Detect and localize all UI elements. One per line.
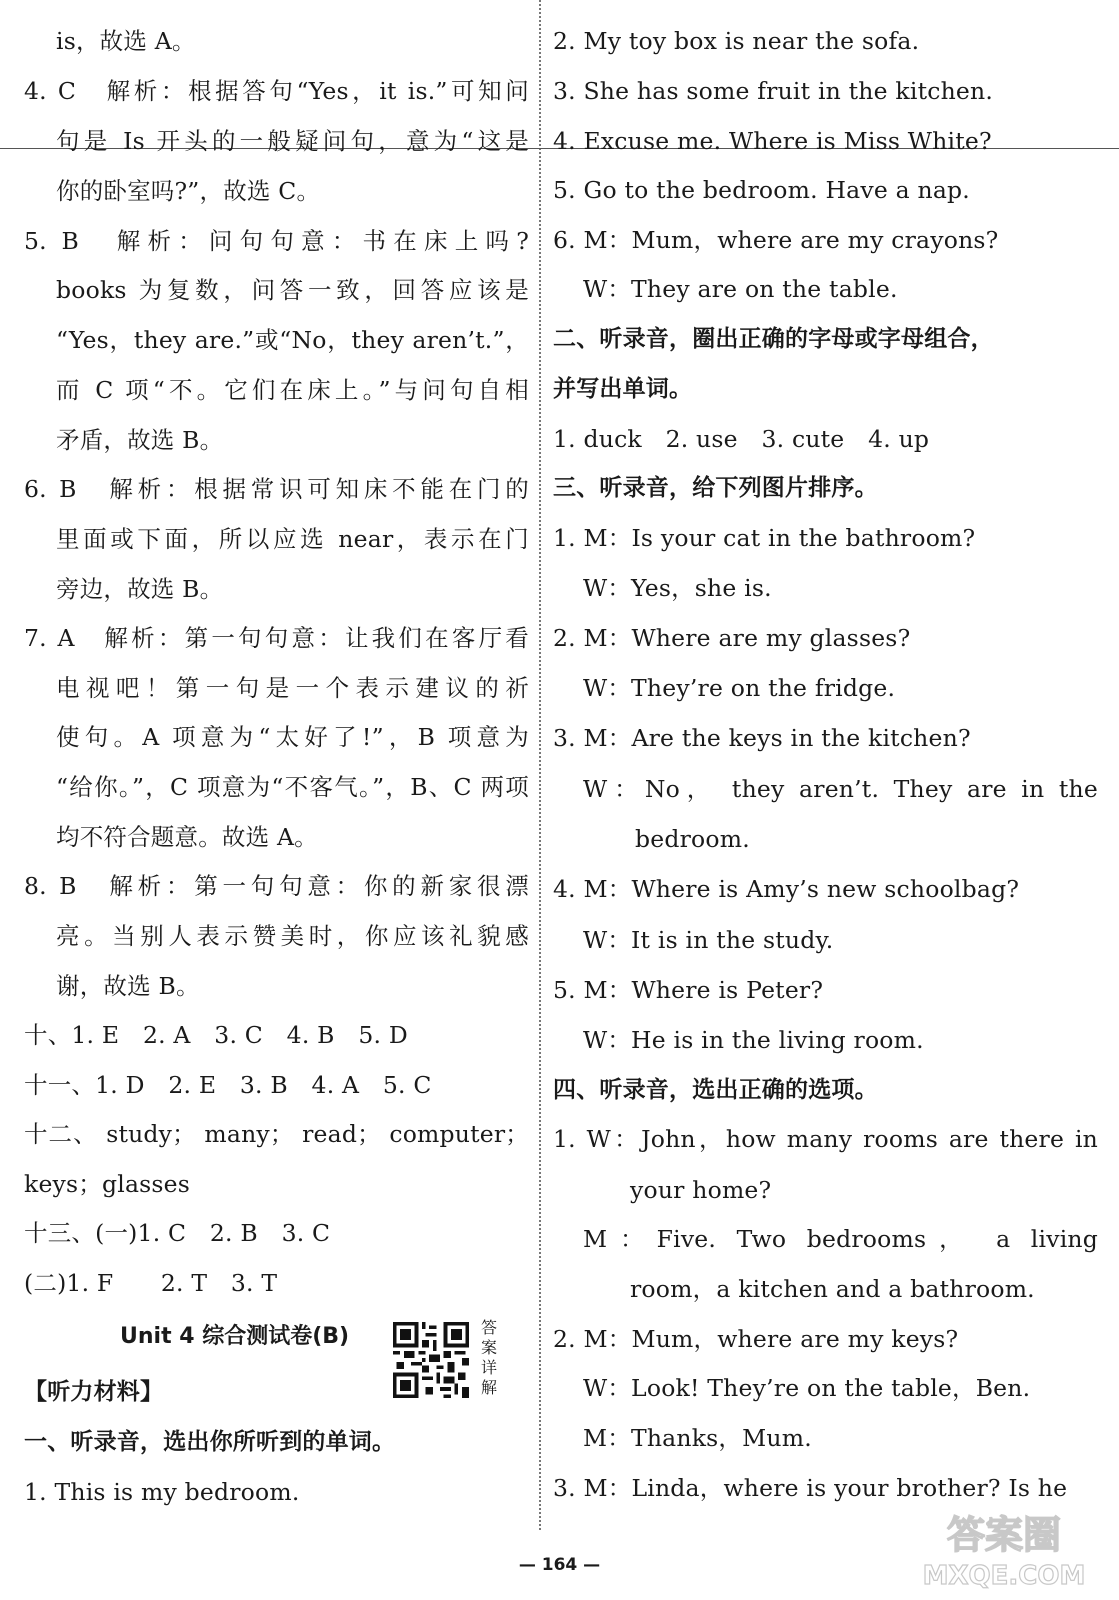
text-line: 使句。A 项意为“太好了!”，B 项意为 (56, 723, 529, 751)
section-heading: 二、听录音，圈出正确的字母或字母组合， (553, 326, 994, 352)
section-heading: 四、听录音，选出正确的选项。 (553, 1077, 878, 1103)
text-line: (二)1. F 2. T 3. T (24, 1269, 278, 1297)
text-line: 2. M：Mum，where are my keys? (553, 1325, 959, 1353)
text-line: 5. Go to the bedroom. Have a nap. (553, 176, 970, 204)
text-line: 5. M：Where is Peter? (553, 976, 824, 1004)
text-line: W：Yes，she is. (583, 574, 772, 602)
text-line: “Yes，they are.”或“No，they aren’t.”， (56, 326, 529, 354)
text-line: your home? (630, 1176, 772, 1204)
text-line: M：Five. Two bedrooms， a living (583, 1225, 1098, 1253)
text-line: 3. She has some fruit in the kitchen. (553, 77, 994, 105)
text-line: 十、1. E 2. A 3. C 4. B 5. D (24, 1021, 408, 1049)
watermark-domain: MXQE.COM (922, 1561, 1086, 1591)
text-line: 你的卧室吗?”，故选 C。 (56, 177, 321, 205)
text-line: 8. B 解析：第一句句意：你的新家很漂 (24, 872, 529, 900)
text-line: “给你。”，C 项意为“不客气。”，B、C 两项 (56, 773, 529, 801)
text-line: 4. M：Where is Amy’s new schoolbag? (553, 875, 1020, 903)
qr-code-icon[interactable] (392, 1322, 470, 1398)
qr-label: 答 案 详 解 (480, 1318, 497, 1397)
text-line: 十二、 study； many； read； computer； (24, 1120, 529, 1148)
column-divider (539, 0, 541, 1530)
text-line: 1. This is my bedroom. (24, 1478, 300, 1506)
text-line: 旁边，故选 B。 (56, 575, 224, 603)
text-line: W：It is in the study. (583, 926, 834, 954)
section-heading: 一、听录音，选出你所听到的单词。 (24, 1429, 396, 1455)
text-line: W：They are on the table. (583, 275, 898, 303)
text-line: 3. M：Are the keys in the kitchen? (553, 724, 971, 752)
text-line: 1. W：John，how many rooms are there in (553, 1125, 1098, 1153)
section-heading: 三、听录音，给下列图片排序。 (553, 475, 878, 501)
text-line: 7. A 解析：第一句句意：让我们在客厅看 (24, 624, 529, 652)
text-line: 均不符合题意。故选 A。 (56, 823, 318, 851)
text-line: 2. My toy box is near the sofa. (553, 27, 920, 55)
watermark-text: 答案圈 (946, 1513, 1062, 1557)
text-line: 4. C 解析：根据答句“Yes，it is.”可知问 (24, 77, 529, 105)
text-line: is，故选 A。 (56, 27, 196, 55)
section-heading: 并写出单词。 (553, 376, 693, 402)
text-line: 6. B 解析：根据常识可知床不能在门的 (24, 475, 529, 503)
text-line: 1. M：Is your cat in the bathroom? (553, 524, 976, 552)
text-line: 5. B 解析：问句句意：书在床上吗? (24, 227, 529, 255)
text-line: room，a kitchen and a bathroom. (630, 1275, 1035, 1303)
text-line: 电视吧！第一句是一个表示建议的祈 (56, 674, 529, 702)
text-line: W：They’re on the fridge. (583, 674, 896, 702)
text-line: 4. Excuse me. Where is Miss White? (553, 127, 992, 155)
text-line: 矛盾，故选 B。 (56, 426, 224, 454)
text-line: W：No， they aren’t. They are in the (583, 775, 1098, 803)
page-number: — 164 — (518, 1555, 601, 1575)
text-line: 2. M：Where are my glasses? (553, 624, 911, 652)
section-heading: 【听力材料】 (24, 1379, 164, 1405)
text-line: W：Look! They’re on the table，Ben. (583, 1374, 1031, 1402)
text-line: 十三、(一)1. C 2. B 3. C (24, 1219, 331, 1247)
unit-title: Unit 4 综合测试卷(B) (120, 1324, 350, 1349)
text-line: 里面或下面，所以应选 near，表示在门 (56, 525, 529, 553)
text-line: 十一、1. D 2. E 3. B 4. A 5. C (24, 1071, 432, 1099)
text-line: M：Thanks，Mum. (583, 1424, 812, 1452)
text-line: 谢，故选 B。 (56, 972, 200, 1000)
text-line: 而 C 项“不。它们在床上。”与问句自相 (56, 376, 529, 404)
text-line: 3. M：Linda，where is your brother? Is he (553, 1474, 1068, 1502)
text-line: 1. duck 2. use 3. cute 4. up (553, 425, 930, 453)
text-line: bedroom. (635, 825, 750, 853)
text-line: 6. M：Mum，where are my crayons? (553, 226, 999, 254)
text-line: keys；glasses (24, 1170, 191, 1198)
text-line: 句是 Is 开头的一般疑问句，意为“这是 (56, 127, 529, 155)
text-line: 亮。当别人表示赞美时，你应该礼貌感 (56, 922, 529, 950)
text-line: books 为复数，问答一致，回答应该是 (56, 276, 529, 304)
text-line: W：He is in the living room. (583, 1026, 924, 1054)
watermark-logo (909, 1504, 1099, 1594)
